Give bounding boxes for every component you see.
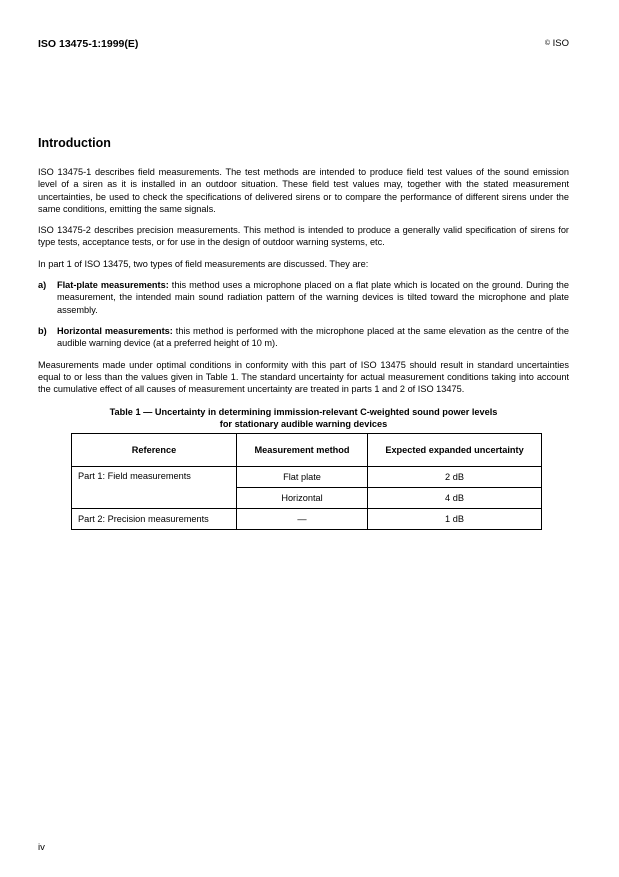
cell-method: Horizontal bbox=[237, 488, 368, 509]
list-item-a bbox=[38, 279, 569, 316]
list-item-text bbox=[57, 279, 569, 316]
paragraph-2: ISO 13475-2 describes precision measurements. This method is intended to produce a generally valid specification of sirens for type tests, acceptance tests, or for use in the design of outdoor warning systems, etc. bbox=[38, 225, 569, 248]
list-item-description: this method uses a microphone placed on a flat plate which is located on the ground. During the measurement, the intended main sound radiation pattern of the warning devices is tilted toward the microphone and plate assembly. bbox=[57, 280, 569, 315]
list-item-description: this method is performed with the microphone placed at the same elevation as the centre of the audible warning device (at a preferred height of 10 m). bbox=[57, 325, 569, 349]
table-caption-line-2: for stationary audible warning devices bbox=[219, 419, 388, 430]
copyright-owner: ISO bbox=[552, 38, 569, 49]
section-body bbox=[38, 166, 569, 530]
list-item-term: Flat-plate measurements: bbox=[57, 280, 169, 291]
cell-method: — bbox=[237, 509, 368, 530]
section-title: Introduction bbox=[38, 136, 111, 150]
paragraph-1: ISO 13475-1 describes field measurements. The test methods are intended to produce field test values of the sound emission level of a siren as it is installed in an outdoor situation. These field test values may, together with the stated measurement uncertainties, be used to check the specifications of delivered sirens or to compare the performance of different sirens under the same conditions, emitting the same signals. bbox=[38, 167, 569, 214]
copyright-symbol: © bbox=[544, 40, 550, 47]
list-item-text bbox=[57, 325, 569, 350]
cell-uncertainty: 2 dB bbox=[368, 467, 542, 488]
list-marker: b) bbox=[38, 325, 47, 336]
header-reference: Reference bbox=[72, 434, 237, 467]
list-marker: a) bbox=[38, 280, 47, 291]
table-caption-line-1: Table 1 — Uncertainty in determining immission-relevant C-weighted sound power levels bbox=[109, 407, 498, 418]
uncertainty-table bbox=[71, 433, 542, 530]
table-caption bbox=[38, 406, 569, 430]
paragraph-3: In part 1 of ISO 13475, two types of field measurements are discussed. They are: bbox=[38, 258, 369, 269]
header-method: Measurement method bbox=[237, 434, 368, 467]
list-item-term: Horizontal measurements: bbox=[57, 325, 173, 336]
list-item-b bbox=[38, 325, 569, 350]
document-id: ISO 13475-1:1999(E) bbox=[38, 38, 139, 50]
table-header-row bbox=[72, 434, 542, 467]
cell-method: Flat plate bbox=[237, 467, 368, 488]
header-uncertainty: Expected expanded uncertainty bbox=[368, 434, 542, 467]
table-row bbox=[72, 467, 542, 488]
cell-reference: Part 2: Precision measurements bbox=[72, 509, 237, 530]
cell-reference: Part 1: Field measurements bbox=[72, 467, 237, 509]
cell-uncertainty: 4 dB bbox=[368, 488, 542, 509]
table-row bbox=[72, 509, 542, 530]
page-number: iv bbox=[38, 842, 45, 853]
cell-uncertainty: 1 dB bbox=[368, 509, 542, 530]
paragraph-4: Measurements made under optimal conditions in conformity with this part of ISO 13475 should result in standard uncertainties equal to or less than the values given in Table 1. The standard uncertainty for actual measurement conditions taking into account the cumulative effect of all causes of measurement uncertainty are treated in parts 1 and 2 of ISO 13475. bbox=[38, 359, 569, 395]
copyright-notice bbox=[545, 38, 569, 49]
